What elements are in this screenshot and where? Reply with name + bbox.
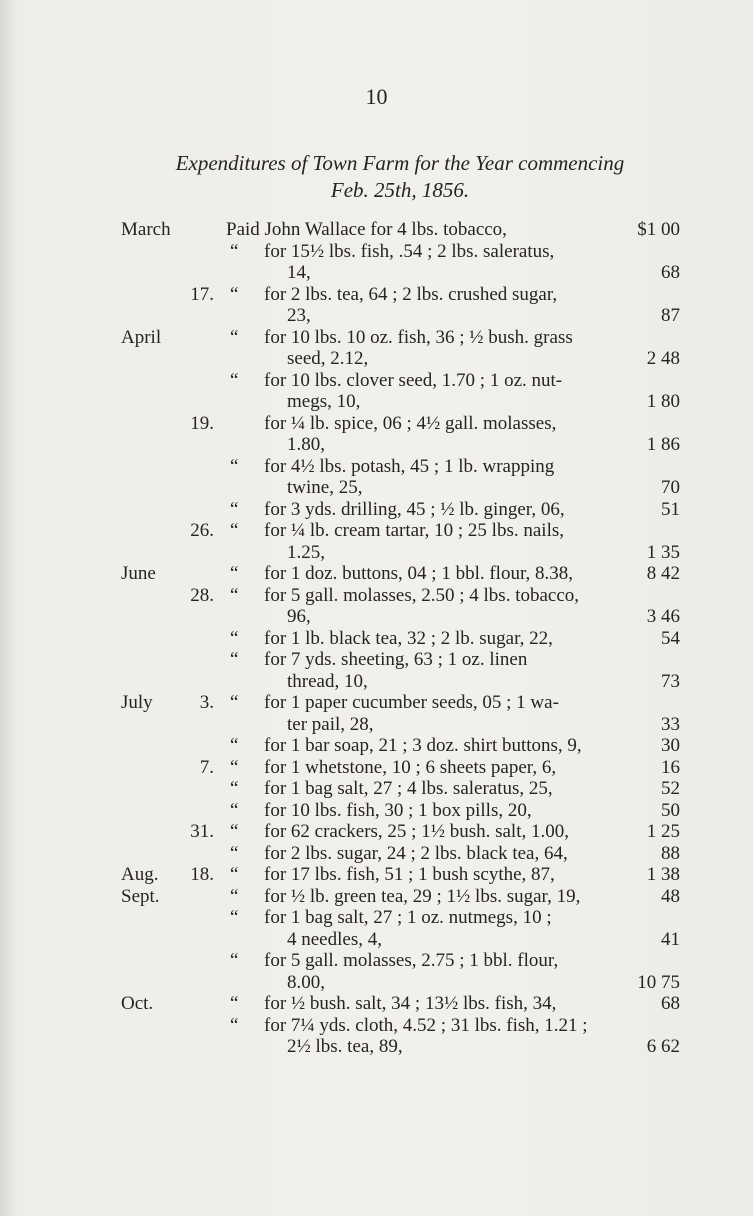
ledger-row [0,241,753,263]
entry-day: 31. [190,821,214,842]
entry-amount: 48 [661,885,680,907]
entry-amount: 68 [661,993,680,1014]
expenditure-ledger [0,219,753,1058]
ledger-row [0,671,753,693]
ditto-mark: “ [230,842,239,864]
entry-description: twine, 25, [287,477,363,498]
ditto-mark: “ [230,778,239,799]
entry-description: 1.25, [287,541,325,563]
entry-month: Aug. [121,864,159,885]
entry-description: for 62 crackers, 25 ; 1½ bush. salt, 1.00, [264,821,569,842]
entry-month: July [121,692,153,713]
ledger-row [0,391,753,413]
entry-description: for 1 bag salt, 27 ; 1 oz. nutmegs, 10 ; [264,907,552,928]
ditto-mark: “ [230,520,239,541]
ledger-row [0,520,753,542]
entry-amount: 33 [661,713,680,735]
entry-description: thread, 10, [287,670,368,692]
entry-month: April [121,326,162,348]
ledger-row [0,606,753,628]
entry-amount: 30 [661,735,680,756]
ledger-row [0,1015,753,1037]
ditto-mark: “ [230,907,239,928]
ditto-mark: “ [230,821,239,842]
entry-description: 1.80, [287,434,325,455]
ditto-mark: “ [230,627,239,649]
ditto-mark: “ [230,993,239,1014]
entry-description: for 1 whetstone, 10 ; 6 sheets paper, 6, [264,756,557,778]
entry-description: for ½ bush. salt, 34 ; 13½ lbs. fish, 34, [264,993,557,1014]
heading-line-1: Expenditures of Town Farm for the Year commencing [175,151,625,175]
entry-month: Sept. [121,885,160,907]
ledger-row [0,907,753,929]
ledger-row [0,692,753,714]
entry-description: for 1 lb. black tea, 32 ; 2 lb. sugar, 22, [264,627,553,649]
entry-day: 7. [199,756,214,778]
entry-amount: 51 [661,498,680,520]
entry-description: for 1 bag salt, 27 ; 4 lbs. saleratus, 25, [264,778,553,799]
entry-description: 2½ lbs. tea, 89, [287,1036,403,1057]
entry-description: 4 needles, 4, [287,928,382,950]
entry-amount: 1 80 [646,391,680,412]
entry-description: ter pail, 28, [287,713,374,735]
entry-amount: 88 [661,842,680,864]
entry-description: seed, 2.12, [287,348,369,369]
entry-description: for 1 doz. buttons, 04 ; 1 bbl. flour, 8.38, [264,563,574,584]
ledger-row [0,434,753,456]
entry-amount: 10 75 [637,971,680,993]
entry-description: for 3 yds. drilling, 45 ; ½ lb. ginger, 06, [264,498,565,520]
entry-description: for 10 lbs. 10 oz. fish, 36 ; ½ bush. grass [264,326,573,348]
ledger-row [0,821,753,843]
entry-description: for 10 lbs. fish, 30 ; 1 box pills, 20, [264,799,532,821]
entry-day: 26. [190,520,214,541]
entry-amount: 16 [661,756,680,778]
ledger-row [0,219,753,241]
ledger-row [0,284,753,306]
entry-day: 17. [190,283,214,305]
ledger-row [0,864,753,886]
ditto-mark: “ [230,799,239,821]
ditto-mark: “ [230,584,239,606]
ditto-mark: “ [230,649,239,670]
ledger-row [0,1036,753,1058]
ledger-row [0,477,753,499]
entry-amount: $1 00 [637,219,680,240]
entry-amount: 1 38 [646,864,680,885]
entry-description: for 2 lbs. tea, 64 ; 2 lbs. crushed sugar, [264,283,558,305]
entry-amount: 50 [661,799,680,821]
entry-description: 23, [287,305,311,326]
entry-amount: 6 62 [646,1036,680,1057]
ledger-row [0,886,753,908]
ditto-mark: “ [230,692,239,713]
ditto-mark: “ [230,563,239,584]
entry-description: for 7 yds. sheeting, 63 ; 1 oz. linen [264,649,528,670]
entry-description: for 1 bar soap, 21 ; 3 doz. shirt buttons, 9, [264,735,582,756]
entry-amount: 3 46 [646,606,680,627]
ditto-mark: “ [230,950,239,971]
entry-day: 3. [199,692,214,713]
entry-description: for ½ lb. green tea, 29 ; 1½ lbs. sugar, 19, [264,885,581,907]
entry-description: for 7¼ yds. cloth, 4.52 ; 31 lbs. fish, 1.21 ; [264,1014,588,1036]
ledger-row [0,843,753,865]
ledger-row [0,456,753,478]
entry-day: 19. [190,412,214,434]
ditto-mark: “ [230,864,239,885]
ditto-mark: “ [230,326,239,348]
entry-amount: 8 42 [646,563,680,584]
entry-amount: 2 48 [646,348,680,369]
ledger-row [0,757,753,779]
heading-line-2: Feb. 25th, 1856. [330,178,470,202]
ledger-row [0,800,753,822]
ditto-mark: “ [230,885,239,907]
entry-description: for 1 paper cucumber seeds, 05 ; 1 wa- [264,692,559,713]
ledger-row [0,929,753,951]
entry-month: March [121,219,171,240]
entry-description: megs, 10, [287,391,361,412]
ledger-row [0,542,753,564]
ditto-mark: “ [230,283,239,305]
ledger-row [0,585,753,607]
entry-amount: 1 25 [646,821,680,842]
entry-description: for 10 lbs. clover seed, 1.70 ; 1 oz. nut- [264,369,563,391]
ledger-row [0,327,753,349]
ledger-row [0,370,753,392]
ledger-row [0,563,753,585]
entry-description: for 4½ lbs. potash, 45 ; 1 lb. wrapping [264,455,555,477]
entry-day: 28. [190,584,214,606]
entry-amount: 52 [661,778,680,799]
ledger-row [0,972,753,994]
ledger-row [0,714,753,736]
page-number: 10 [365,84,388,109]
entry-description: for 5 gall. molasses, 2.50 ; 4 lbs. tobacco, [264,584,580,606]
entry-amount: 54 [661,627,680,649]
entry-description: 96, [287,606,311,627]
ledger-row [0,262,753,284]
ledger-row [0,499,753,521]
entry-description: Paid John Wallace for 4 lbs. tobacco, [226,219,507,240]
entry-description: for ¼ lb. cream tartar, 10 ; 25 lbs. nails, [264,520,564,541]
ditto-mark: “ [230,455,239,477]
entry-amount: 68 [661,262,680,283]
ditto-mark: “ [230,369,239,391]
entry-description: for 15½ lbs. fish, .54 ; 2 lbs. saleratus, [264,240,555,262]
entry-description: for 2 lbs. sugar, 24 ; 2 lbs. black tea, 64, [264,842,568,864]
ledger-row [0,735,753,757]
entry-amount: 87 [661,305,680,326]
ditto-mark: “ [230,756,239,778]
ledger-row [0,305,753,327]
entry-amount: 1 35 [646,541,680,563]
ditto-mark: “ [230,240,239,262]
ditto-mark: “ [230,498,239,520]
ledger-row [0,950,753,972]
ditto-mark: “ [230,1014,239,1036]
entry-month: June [121,563,156,584]
page-heading [120,150,680,204]
ledger-row [0,413,753,435]
ledger-row [0,348,753,370]
entry-day: 18. [190,864,214,885]
entry-month: Oct. [121,993,154,1014]
entry-amount: 73 [661,670,680,692]
entry-description: for 5 gall. molasses, 2.75 ; 1 bbl. flour, [264,950,559,971]
entry-description: 14, [287,262,311,283]
ledger-row [0,649,753,671]
entry-amount: 41 [661,928,680,950]
ledger-row [0,778,753,800]
entry-description: for 17 lbs. fish, 51 ; 1 bush scythe, 87, [264,864,555,885]
entry-amount: 1 86 [646,434,680,455]
entry-description: for ¼ lb. spice, 06 ; 4½ gall. molasses, [264,412,557,434]
entry-amount: 70 [661,477,680,498]
entry-description: 8.00, [287,971,325,993]
ditto-mark: “ [230,735,239,756]
ledger-row [0,628,753,650]
ledger-row [0,993,753,1015]
